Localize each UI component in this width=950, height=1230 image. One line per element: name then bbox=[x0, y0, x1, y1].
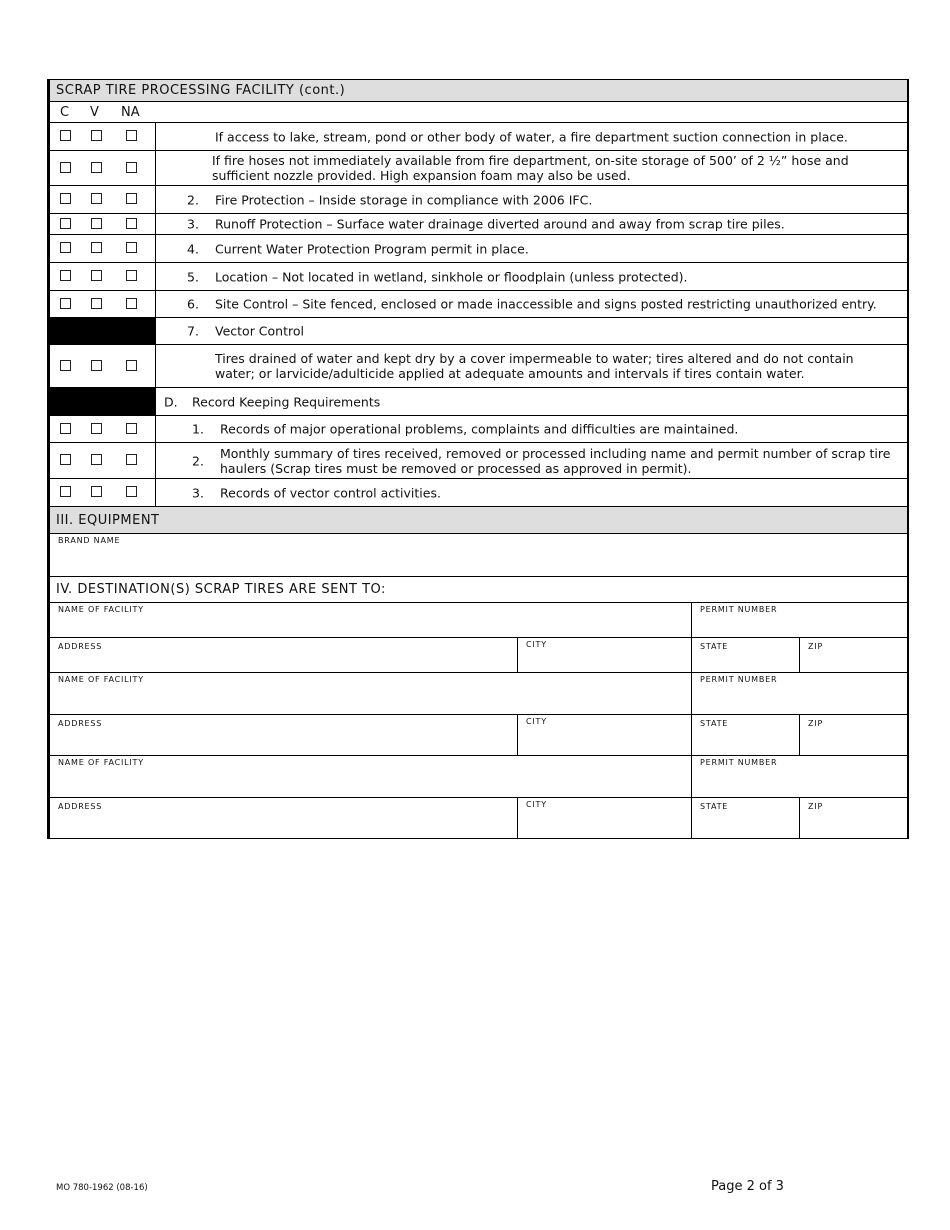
item-number: 1. bbox=[192, 421, 204, 437]
checkbox-group bbox=[50, 416, 156, 442]
item-text: Vector Control bbox=[215, 323, 304, 339]
checklist-text bbox=[156, 443, 907, 478]
checkbox-group bbox=[50, 214, 156, 234]
address-field[interactable] bbox=[50, 638, 518, 672]
blocked-cell bbox=[50, 388, 156, 415]
checklist-row bbox=[50, 123, 907, 151]
form-code: MO 780-1962 (08-16) bbox=[56, 1183, 148, 1193]
state-label: STATE bbox=[700, 802, 729, 811]
checkbox-group bbox=[50, 151, 156, 185]
zip-field[interactable] bbox=[800, 715, 907, 755]
col-v-label: V bbox=[90, 104, 99, 120]
checklist-text bbox=[156, 479, 907, 506]
state-label: STATE bbox=[700, 642, 729, 651]
zip-label: ZIP bbox=[808, 642, 824, 651]
item-number: 3. bbox=[187, 216, 199, 232]
col-na-label: NA bbox=[121, 104, 140, 120]
checkbox-c[interactable] bbox=[60, 270, 71, 281]
checklist-row bbox=[50, 214, 907, 235]
checklist-row bbox=[50, 235, 907, 263]
checkbox-c[interactable] bbox=[60, 454, 71, 465]
city-label: CITY bbox=[526, 640, 547, 649]
checklist-row bbox=[50, 318, 907, 345]
checkbox-na[interactable] bbox=[126, 218, 137, 229]
state-field[interactable] bbox=[692, 798, 800, 838]
destination-address-row bbox=[50, 798, 907, 839]
zip-field[interactable] bbox=[800, 638, 907, 672]
checklist-row bbox=[50, 443, 907, 479]
checklist-row bbox=[50, 345, 907, 388]
checklist-row bbox=[50, 291, 907, 318]
facility-name-label: NAME OF FACILITY bbox=[58, 605, 144, 614]
item-text: If fire hoses not immediately available from fire department, on-site storage of 500’ of 2 ½” hose and sufficient nozzle provided. High expansion foam may also be used. bbox=[212, 153, 849, 183]
checklist-text bbox=[156, 318, 907, 344]
zip-label: ZIP bbox=[808, 719, 824, 728]
checklist-row bbox=[50, 479, 907, 507]
permit-number-field[interactable] bbox=[692, 756, 907, 797]
checklist-text bbox=[156, 291, 907, 317]
address-field[interactable] bbox=[50, 715, 518, 755]
zip-label: ZIP bbox=[808, 802, 824, 811]
checklist-row bbox=[50, 186, 907, 214]
address-field[interactable] bbox=[50, 798, 518, 838]
checkbox-v[interactable] bbox=[91, 193, 102, 204]
checkbox-na[interactable] bbox=[126, 486, 137, 497]
checklist-text bbox=[156, 151, 907, 185]
page-number: Page 2 of 3 bbox=[711, 1179, 784, 1194]
checklist-row bbox=[50, 263, 907, 291]
city-field[interactable] bbox=[518, 715, 692, 755]
checkbox-c[interactable] bbox=[60, 360, 71, 371]
checkbox-na[interactable] bbox=[126, 162, 137, 173]
checkbox-na[interactable] bbox=[126, 270, 137, 281]
checkbox-c[interactable] bbox=[60, 242, 71, 253]
item-number: 2. bbox=[187, 192, 199, 207]
checklist-text bbox=[156, 214, 907, 234]
checkbox-na[interactable] bbox=[126, 360, 137, 371]
permit-number-label: PERMIT NUMBER bbox=[700, 675, 778, 684]
address-label: ADDRESS bbox=[58, 719, 103, 728]
checkbox-c[interactable] bbox=[60, 162, 71, 173]
checkbox-c[interactable] bbox=[60, 423, 71, 434]
checkbox-na[interactable] bbox=[126, 130, 137, 141]
facility-name-label: NAME OF FACILITY bbox=[58, 675, 144, 684]
checkbox-group bbox=[50, 235, 156, 262]
checkbox-v[interactable] bbox=[91, 298, 102, 309]
item-number: 2. bbox=[192, 453, 204, 468]
state-field[interactable] bbox=[692, 715, 800, 755]
brand-name-label: BRAND NAME bbox=[58, 536, 121, 545]
item-text: Record Keeping Requirements bbox=[192, 394, 381, 409]
checklist-row bbox=[50, 416, 907, 443]
brand-name-row bbox=[50, 534, 907, 577]
zip-field[interactable] bbox=[800, 798, 907, 838]
item-number: 5. bbox=[187, 269, 199, 284]
checkbox-v[interactable] bbox=[91, 162, 102, 173]
item-number: 6. bbox=[187, 296, 199, 312]
facility-name-field[interactable] bbox=[50, 603, 692, 637]
checklist-text bbox=[156, 416, 907, 442]
item-number: 7. bbox=[187, 323, 199, 339]
city-label: CITY bbox=[526, 717, 547, 726]
checkbox-v[interactable] bbox=[91, 454, 102, 465]
checkbox-v[interactable] bbox=[91, 360, 102, 371]
checklist-text bbox=[156, 235, 907, 262]
checklist-row bbox=[50, 151, 907, 186]
destinations-header-text: IV. DESTINATION(S) SCRAP TIRES ARE SENT TO: bbox=[56, 582, 386, 597]
checklist-text bbox=[156, 263, 907, 290]
checkbox-na[interactable] bbox=[126, 242, 137, 253]
destination-facility-row bbox=[50, 673, 907, 715]
checkbox-v[interactable] bbox=[91, 218, 102, 229]
state-label: STATE bbox=[700, 719, 729, 728]
checkbox-group bbox=[50, 186, 156, 213]
col-c-label: C bbox=[60, 104, 70, 120]
checkbox-c[interactable] bbox=[60, 486, 71, 497]
permit-number-label: PERMIT NUMBER bbox=[700, 758, 778, 767]
permit-number-label: PERMIT NUMBER bbox=[700, 605, 778, 614]
blocked-cell bbox=[50, 318, 156, 344]
facility-name-label: NAME OF FACILITY bbox=[58, 758, 144, 767]
section-header-text: SCRAP TIRE PROCESSING FACILITY (cont.) bbox=[56, 83, 346, 98]
permit-number-field[interactable] bbox=[692, 603, 907, 637]
checklist-text bbox=[156, 186, 907, 213]
item-number: 4. bbox=[187, 241, 199, 256]
item-number: 3. bbox=[192, 485, 204, 500]
item-text: If access to lake, stream, pond or other body of water, a fire department suction connection in place. bbox=[215, 129, 848, 144]
checkbox-v[interactable] bbox=[91, 270, 102, 281]
checkbox-group bbox=[50, 479, 156, 506]
checkbox-na[interactable] bbox=[126, 193, 137, 204]
checkbox-v[interactable] bbox=[91, 423, 102, 434]
checkbox-c[interactable] bbox=[60, 193, 71, 204]
state-field[interactable] bbox=[692, 638, 800, 672]
checkbox-v[interactable] bbox=[91, 242, 102, 253]
checklist-text bbox=[156, 345, 907, 387]
checkbox-v[interactable] bbox=[91, 486, 102, 497]
destination-address-row bbox=[50, 715, 907, 756]
checkbox-c[interactable] bbox=[60, 298, 71, 309]
city-field[interactable] bbox=[518, 638, 692, 672]
item-text: Monthly summary of tires received, removed or processed including name and permit number of scrap tire haulers (Scrap tires must be removed or processed as approved in permit). bbox=[220, 445, 891, 476]
permit-number-field[interactable] bbox=[692, 673, 907, 714]
item-text: Runoff Protection – Surface water drainage diverted around and away from scrap tire piles. bbox=[215, 216, 785, 232]
item-text: Fire Protection – Inside storage in compliance with 2006 IFC. bbox=[215, 192, 593, 207]
destination-address-row bbox=[50, 638, 907, 673]
item-text: Site Control – Site fenced, enclosed or made inaccessible and signs posted restricting unauthorized entry. bbox=[215, 296, 877, 312]
checkbox-group bbox=[50, 345, 156, 387]
checkbox-group bbox=[50, 123, 156, 150]
equipment-header-text: III. EQUIPMENT bbox=[56, 512, 160, 528]
city-field[interactable] bbox=[518, 798, 692, 838]
destination-facility-row bbox=[50, 756, 907, 798]
item-text: Tires drained of water and kept dry by a cover impermeable to water; tires altered and do not contain water; or larvicide/adulticide applied at adequate amounts and intervals if tires contain water. bbox=[215, 351, 854, 381]
checkbox-v[interactable] bbox=[91, 130, 102, 141]
item-number: D. bbox=[164, 394, 178, 409]
item-text: Records of vector control activities. bbox=[220, 485, 441, 500]
checkbox-na[interactable] bbox=[126, 454, 137, 465]
inspection-form bbox=[47, 79, 909, 839]
item-text: Records of major operational problems, complaints and difficulties are maintained. bbox=[220, 421, 739, 437]
destinations-header bbox=[50, 577, 907, 603]
checklist-text bbox=[156, 123, 907, 150]
item-text: Current Water Protection Program permit in place. bbox=[215, 241, 529, 256]
address-label: ADDRESS bbox=[58, 642, 103, 651]
facility-name-field[interactable] bbox=[50, 756, 692, 797]
brand-name-field[interactable] bbox=[50, 534, 907, 576]
checkbox-c[interactable] bbox=[60, 218, 71, 229]
checkbox-group bbox=[50, 263, 156, 290]
section-header bbox=[50, 80, 907, 102]
column-headers bbox=[50, 102, 907, 123]
city-label: CITY bbox=[526, 800, 547, 809]
checklist-row bbox=[50, 388, 907, 416]
checkbox-c[interactable] bbox=[60, 130, 71, 141]
equipment-header bbox=[50, 507, 907, 534]
checkbox-group bbox=[50, 443, 156, 478]
item-text: Location – Not located in wetland, sinkhole or floodplain (unless protected). bbox=[215, 269, 688, 284]
checkbox-na[interactable] bbox=[126, 423, 137, 434]
destination-facility-row bbox=[50, 603, 907, 638]
address-label: ADDRESS bbox=[58, 802, 103, 811]
facility-name-field[interactable] bbox=[50, 673, 692, 714]
checklist-text bbox=[156, 388, 907, 415]
checkbox-na[interactable] bbox=[126, 298, 137, 309]
checkbox-group bbox=[50, 291, 156, 317]
